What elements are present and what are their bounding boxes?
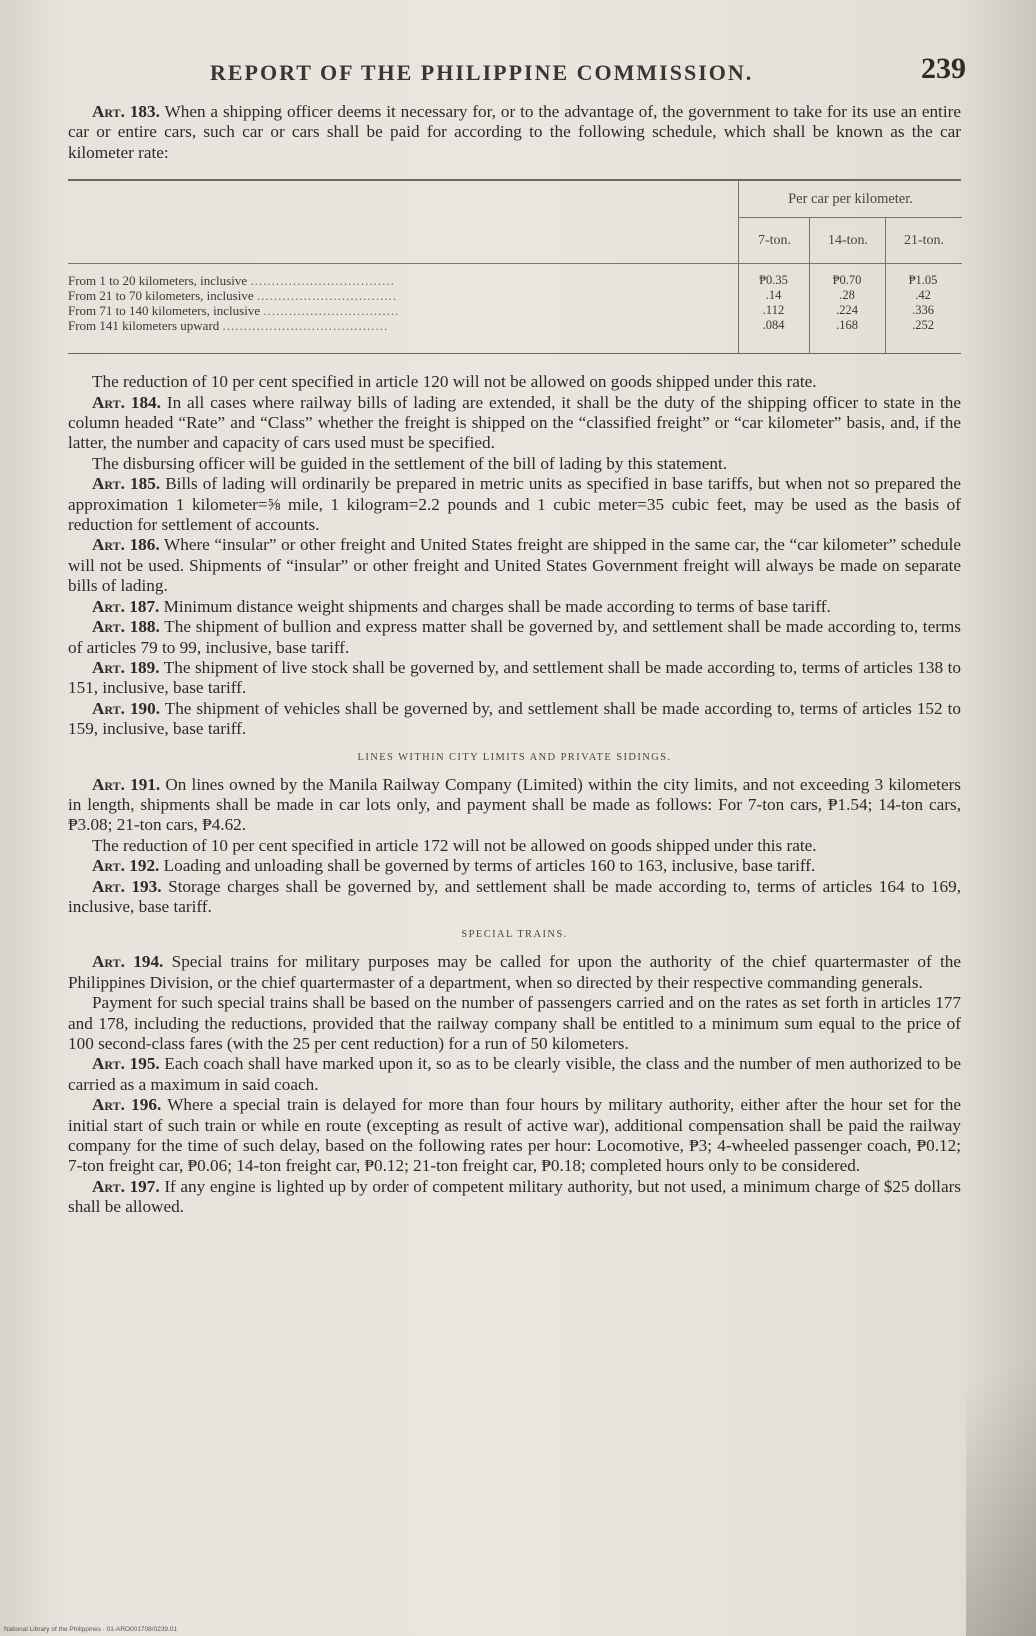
- article-label: Art. 184.: [92, 392, 161, 412]
- article-text: If any engine is lighted up by order of competent military authority, but not used, a minimum charge of $25 dollars shall be allowed.: [68, 1176, 961, 1217]
- table-group-header: Per car per kilometer.: [738, 181, 962, 218]
- leader-dots: .......................................: [222, 318, 389, 334]
- rate-cell: ₱1.05: [908, 273, 938, 288]
- article-185: [68, 474, 961, 535]
- article-label: Art. 195.: [92, 1054, 160, 1074]
- article-192: [68, 856, 961, 876]
- article-text: Where “insular” or other freight and United States freight are shipped in the same car, the “car kilometer” schedule will not be used. Shipments of “insular” or other freight and United States Government freight will always be made on separate bills of lading.: [68, 535, 961, 596]
- article-label: Art. 192.: [92, 856, 160, 876]
- article-197: [68, 1177, 961, 1218]
- table-row: [68, 318, 961, 333]
- column-header-14-ton: 14-ton.: [809, 218, 886, 264]
- article-190: [68, 699, 961, 740]
- article-text: On lines owned by the Manila Railway Company (Limited) within the city limits, and not exceeding 3 kilometers in length, shipments shall be made in car lots only, and payment shall be made as follows: For 7-ton cars, ₱1.54; 14-ton cars, ₱3.08; 21-ton cars, ₱4.62.: [68, 774, 961, 835]
- article-label: Art. 193.: [92, 876, 162, 896]
- page-curl-shadow: [966, 1200, 1036, 1636]
- article-text: Each coach shall have marked upon it, so as to be clearly visible, the class and the number of men authorized to be carried as a maximum in said coach.: [68, 1054, 962, 1094]
- article-text: Loading and unloading shall be governed by terms of articles 160 to 163, inclusive, base tariff.: [163, 856, 816, 876]
- article-label: Art. 196.: [92, 1095, 162, 1115]
- article-183: [68, 102, 961, 163]
- article-label: Art. 188.: [92, 617, 160, 637]
- article-text: The shipment of live stock shall be governed by, and settlement shall be made according to, terms of articles 138 to 151, inclusive, base tariff.: [68, 657, 961, 698]
- row-label: From 1 to 20 kilometers, inclusive: [68, 273, 248, 289]
- article-label: Art. 190.: [92, 698, 161, 718]
- article-text: Bills of lading will ordinarily be prepared in metric units as specified in base tariffs, but when not so prepared the approximation 1 kilometer=⅝ mile, 1 kilogram=2.2 pounds and 1 cubic meter=35 cubic feet, may be used as the basis of reduction for settlement of accounts.: [68, 474, 962, 535]
- article-label: Art. 194.: [92, 952, 164, 972]
- rate-cell: .112: [762, 303, 785, 318]
- article-186: [68, 535, 961, 596]
- article-189: [68, 658, 961, 699]
- article-label: Art. 187.: [92, 596, 160, 616]
- section-heading-city-limits: LINES WITHIN CITY LIMITS AND PRIVATE SIDINGS.: [357, 751, 672, 763]
- article-text: When a shipping officer deems it necessary for, or to the advantage of, the government to take for its use an entire car or entire cars, such car or cars shall be paid for according to the following schedule, which shall be known as the car kilometer rate:: [68, 102, 961, 162]
- row-label: From 21 to 70 kilometers, inclusive: [68, 288, 254, 304]
- paragraph-disbursing-officer: The disbursing officer will be guided in the settlement of the bill of lading by this statement.: [92, 453, 728, 473]
- leader-dots: .................................: [256, 288, 398, 304]
- article-text: Minimum distance weight shipments and charges shall be made according to terms of base tariff.: [163, 596, 831, 616]
- article-label: Art. 191.: [92, 774, 161, 794]
- library-footer-stamp: National Library of the Philippines · 01-ARO001708/0239.01: [4, 1626, 178, 1633]
- article-184: [68, 393, 961, 454]
- article-188: [68, 617, 961, 658]
- car-kilometer-rate-table: [68, 179, 961, 354]
- article-text: Where a special train is delayed for more than four hours by military authority, either after the hour set for the initial start of such train or while en route (excepting as result of active war), additional compensation shall be paid the railway company for the time of such delay, based on the following rates per hour: Locomotive, ₱3; 4-wheeled passenger coach, ₱0.12; 7-ton freight car, ₱0.06; 14-ton freight car, ₱0.12; 21-ton freight car, ₱0.18; completed hours only to be considered.: [68, 1095, 961, 1176]
- rate-cell: .084: [762, 318, 785, 333]
- column-header-21-ton: 21-ton.: [885, 218, 962, 264]
- article-196: [68, 1095, 961, 1177]
- row-label: From 71 to 140 kilometers, inclusive: [68, 303, 261, 319]
- table-stub-header: [68, 181, 738, 264]
- rate-cell: ₱0.70: [832, 273, 862, 288]
- rate-cell: .168: [836, 318, 858, 333]
- article-text: Special trains for military purposes may be called for upon the authority of the chief quartermaster of the Philippines Division, or the chief quartermaster of a department, when so directed by their respective commanding generals.: [68, 952, 961, 992]
- article-label: Art. 186.: [92, 535, 160, 555]
- leader-dots: ..................................: [250, 273, 395, 289]
- column-header-7-ton: 7-ton.: [738, 218, 810, 264]
- rate-cell: .336: [912, 303, 934, 318]
- article-193: [68, 877, 961, 918]
- running-head-title: REPORT OF THE PHILIPPINE COMMISSION.: [210, 60, 754, 85]
- article-text: Storage charges shall be governed by, and settlement shall be made according to, terms of articles 164 to 169, inclusive, base tariff.: [68, 876, 961, 916]
- rate-cell: .224: [836, 303, 858, 318]
- paragraph-reduction-172: The reduction of 10 per cent specified in article 172 will not be allowed on goods shipped under this rate.: [92, 835, 817, 855]
- paragraph-reduction-120: The reduction of 10 per cent specified in article 120 will not be allowed on goods shipped under this rate.: [92, 372, 817, 392]
- rate-cell: ₱0.35: [759, 273, 788, 288]
- page-body: [68, 102, 961, 1218]
- rate-cell: .28: [839, 288, 855, 303]
- article-label: Art. 197.: [92, 1176, 160, 1196]
- article-191: [68, 775, 961, 836]
- page-number: 239: [921, 52, 966, 85]
- paragraph-payment: Payment for such special trains shall be based on the number of passengers carried and on the rates as set forth in articles 177 and 178, including the reductions, provided that the railway company shall be entitled to a minimum sum equal to the price of 100 second-class fares (with the 25 per cent reduction) for a run of 50 kilometers.: [68, 993, 961, 1053]
- article-195: [68, 1054, 961, 1095]
- leader-dots: ................................: [263, 303, 400, 319]
- section-heading-special-trains: SPECIAL TRAINS.: [461, 929, 568, 941]
- row-label: From 141 kilometers upward: [68, 318, 220, 334]
- article-text: The shipment of bullion and express matter shall be governed by, and settlement shall be made according to, terms of articles 79 to 99, inclusive, base tariff.: [68, 617, 961, 657]
- article-187: [68, 597, 961, 617]
- article-label: Art. 189.: [92, 657, 160, 677]
- table-row: [68, 303, 961, 318]
- article-text: The shipment of vehicles shall be governed by, and settlement shall be made according to, terms of articles 152 to 159, inclusive, base tariff.: [68, 698, 961, 739]
- running-head: [60, 48, 966, 88]
- table-row: [68, 273, 961, 288]
- article-label: Art. 183.: [92, 102, 160, 121]
- table-body: [68, 273, 961, 333]
- table-row: [68, 288, 961, 303]
- rate-cell: .252: [912, 318, 934, 333]
- rate-cell: .14: [765, 288, 782, 303]
- article-text: In all cases where railway bills of lading are extended, it shall be the duty of the shipping officer to state in the column headed “Rate” and “Class” whether the freight is shipped on the “classified freight” or “car kilometer” basis, and, if the latter, the number and capacity of cars used must be specified.: [68, 392, 962, 453]
- article-label: Art. 185.: [92, 474, 161, 494]
- article-194: [68, 952, 961, 993]
- rate-cell: .42: [915, 288, 931, 303]
